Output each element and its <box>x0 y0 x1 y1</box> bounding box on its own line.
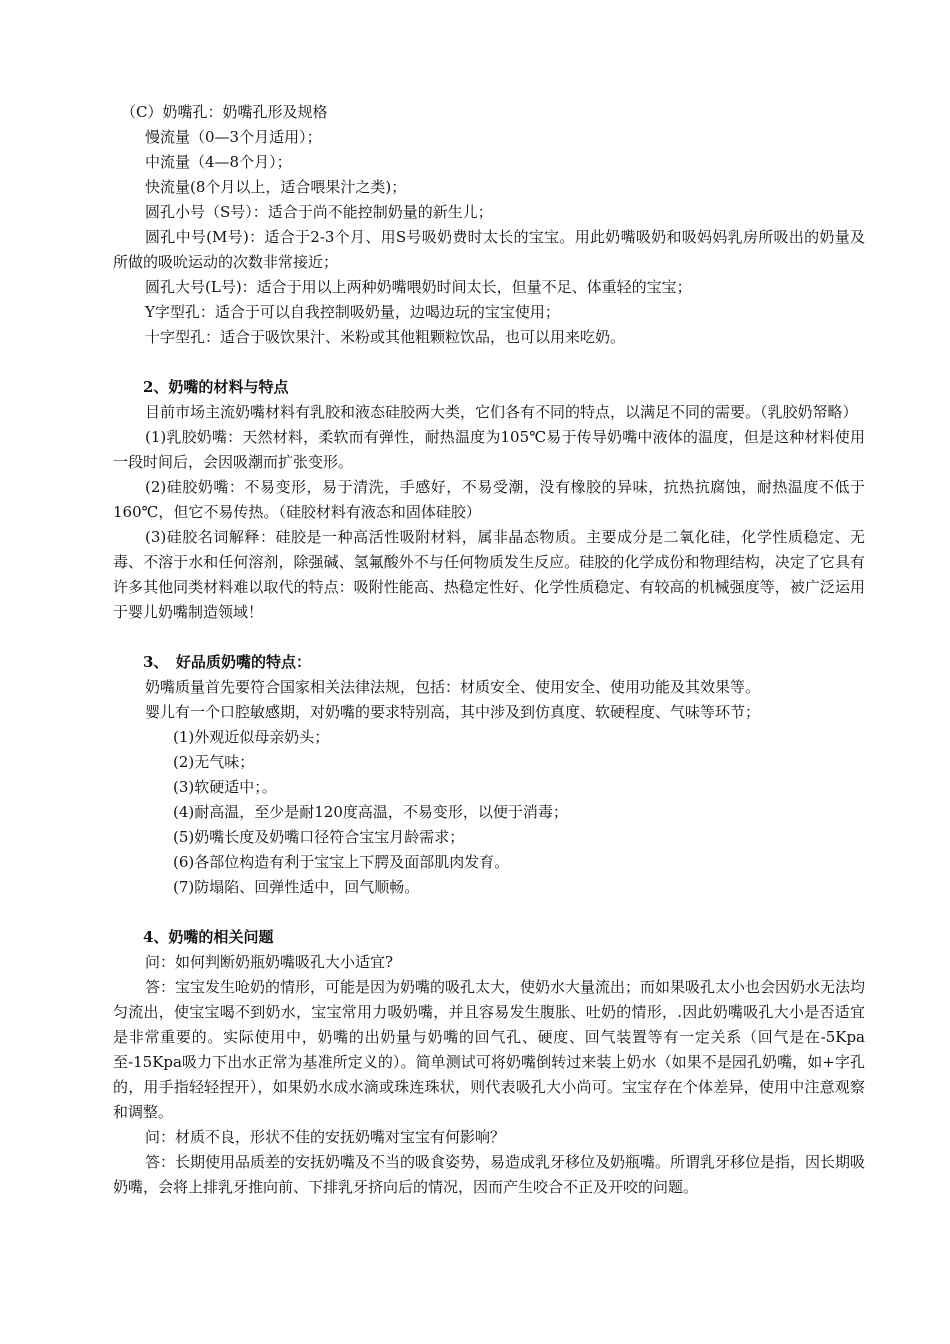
section-heading: 3、 好品质奶嘴的特点： <box>143 653 311 671</box>
spacer <box>113 900 865 925</box>
paragraph: 目前市场主流奶嘴材料有乳胶和液态硅胶两大类，它们各有不同的特点，以满足不同的需要。（乳胶奶帑略） <box>145 403 858 421</box>
list-item: (2)无气味； <box>173 753 255 771</box>
list-item: 圆孔中号(M号)：适合于2-3个月、用S号吸奶费时太长的宝宝。用此奶嘴吸奶和吸妈妈乳房所吸出的奶量及所做的吸吮运动的次数非常接近； <box>113 228 865 271</box>
question: 问：材质不良，形状不佳的安抚奶嘴对宝宝有何影响？ <box>145 1128 506 1146</box>
spacer <box>113 625 865 650</box>
paragraph: (2)硅胶奶嘴：不易变形，易于清洗，手感好，不易受潮，没有橡胶的异味，抗热抗腐蚀，耐热温度不低于160℃，但它不易传热。（硅胶材料有液态和固体硅胶） <box>113 478 865 521</box>
list-item: 圆孔大号(L号)：适合于用以上两种奶嘴喂奶时间太长，但量不足、体重轻的宝宝； <box>145 278 692 296</box>
paragraph: 婴儿有一个口腔敏感期，对奶嘴的要求特别高，其中涉及到仿真度、软硬程度、气味等环节； <box>145 703 761 721</box>
nipple-hole-title: （C）奶嘴孔：奶嘴孔形及规格 <box>121 103 328 121</box>
document-body <box>113 100 865 1200</box>
list-item: (6)各部位构造有利于宝宝上下腭及面部肌肉发育。 <box>173 853 510 871</box>
paragraph: 奶嘴质量首先要符合国家相关法律法规，包括：材质安全、使用安全、使用功能及其效果等。 <box>145 678 761 696</box>
answer: 答：长期使用品质差的安抚奶嘴及不当的吸食姿势，易造成乳牙移位及奶瓶嘴。所谓乳牙移位是指，因长期吸奶嘴，会将上排乳牙推向前、下排乳牙挤向后的情况，因而产生咬合不正及开咬的问题。 <box>113 1153 866 1196</box>
list-item: 慢流量（0—3个月适用）； <box>145 128 322 146</box>
list-item: 中流量（4—8个月）； <box>145 153 292 171</box>
list-item: 十字型孔：适合于吸饮果汁、米粉或其他粗颗粒饮品，也可以用来吃奶。 <box>145 328 626 346</box>
list-item: 快流量(8个月以上，适合喂果汁之类)； <box>145 178 407 196</box>
spacer <box>113 350 865 375</box>
list-item: (7)防塌陷、回弹性适中，回气顺畅。 <box>173 878 420 896</box>
section-heading: 4、奶嘴的相关问题 <box>143 928 274 946</box>
paragraph: (1)乳胶奶嘴：天然材料，柔软而有弹性，耐热温度为105℃易于传导奶嘴中液体的温度，但是这种材料使用一段时间后，会因吸潮而扩张变形。 <box>113 428 865 471</box>
list-item: (3)软硬适中；。 <box>173 778 277 796</box>
list-item: Y字型孔：适合于可以自我控制吸奶量，边喝边玩的宝宝使用； <box>145 303 560 321</box>
section-heading: 2、奶嘴的材料与特点 <box>143 378 289 396</box>
list-item: (4)耐高温，至少是耐120度高温，不易变形，以便于消毒； <box>173 803 568 821</box>
paragraph: (3)硅胶名词解释：硅胶是一种高活性吸附材料，属非晶态物质。主要成分是二氧化硅，化学性质稳定、无毒、不溶于水和任何溶剂，除强碱、氢氟酸外不与任何物质发生反应。硅胶的化学成份和物理结构，决定了它具有许多其他同类材料难以取代的特点：吸附性能高、热稳定性好、化学性质稳定、有较高的机械强度等，被广泛运用于婴儿奶嘴制造领域！ <box>113 528 865 621</box>
list-item: (1)外观近似母亲奶头； <box>173 728 330 746</box>
answer: 答：宝宝发生呛奶的情形，可能是因为奶嘴的吸孔太大，使奶水大量流出；而如果吸孔太小也会因奶水无法均匀流出，使宝宝喝不到奶水，宝宝常用力吸奶嘴，并且容易发生腹胀、吐奶的情形，.因此奶嘴吸孔大小是否适宜是非常重要的。实际使用中，奶嘴的出奶量与奶嘴的回气孔、硬度、回气装置等有一定关系（回气是在-5Kpa至-15Kpa吸力下出水正常为基准所定义的）。简单测试可将奶嘴倒转过来装上奶水（如果不是园孔奶嘴，如+字孔的，用手指轻轻捏开），如果奶水成水滴或珠连珠状，则代表吸孔大小尚可。宝宝存在个体差异，使用中注意观察和调整。 <box>113 978 866 1121</box>
list-item: 圆孔小号（S号）：适合于尚不能控制奶量的新生儿； <box>145 203 493 221</box>
question: 问：如何判断奶瓶奶嘴吸孔大小适宜? <box>145 953 394 971</box>
list-item: (5)奶嘴长度及奶嘴口径符合宝宝月龄需求； <box>173 828 465 846</box>
